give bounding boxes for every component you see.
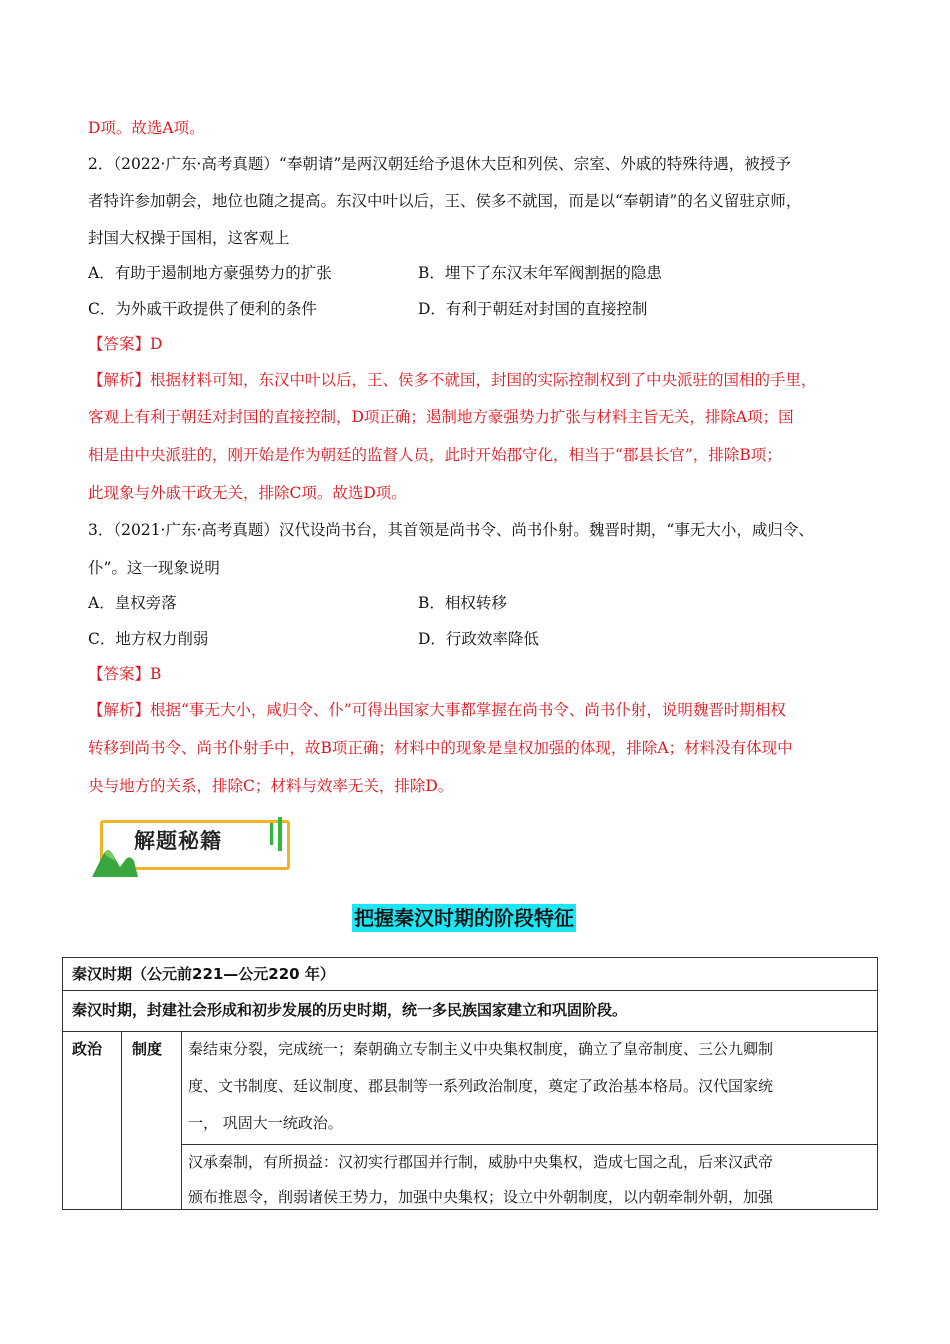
q2-analysis-line3: 相是由中央派驻的，刚开始是作为朝廷的监督人员，此时开始郡守化，相当于“郡县长官”，排除B项； [88, 446, 782, 464]
q2-stem-line2: 者特许参加朝会，地位也随之提高。东汉中叶以后，王、侯多不就国，而是以“奉朝请”的名义留驻京师， [88, 192, 802, 210]
q2-stem-line1: 2．（2022·广东·高考真题）“奉朝请”是两汉朝廷给予退休大臣和列侯、宗室、外戚的特殊待遇，被授予 [88, 155, 791, 173]
table-col-divider [181, 1031, 182, 1210]
qin-han-table [62, 957, 878, 1210]
table-summary-row: 秦汉时期，封建社会形成和初步发展的历史时期，统一多民族国家建立和巩固阶段。 [72, 1001, 628, 1019]
table-divider [181, 1144, 877, 1145]
q2-analysis-line1: 【解析】根据材料可知，东汉中叶以后，王、侯多不就国，封国的实际控制权到了中央派驻的国相的手里， [88, 371, 817, 389]
table-divider [63, 990, 877, 991]
table-col-divider [121, 1031, 122, 1210]
tips-banner-label: 解题秘籍 [134, 829, 222, 853]
q3-analysis-line1: 【解析】根据“事无大小，咸归令、仆”可得出国家大事都掌握在尚书令、尚书仆射，说明魏晋时期相权 [88, 701, 786, 719]
table-header-row: 秦汉时期（公元前221—公元220 年） [72, 965, 335, 983]
q3-option-b: B．相权转移 [418, 594, 507, 612]
banner-accent-bar [278, 817, 282, 851]
q3-analysis-line2: 转移到尚书令、尚书仆射手中，故B项正确；材料中的现象是皇权加强的体现，排除A；材料没有体现中 [88, 739, 793, 757]
table-divider [63, 1031, 877, 1032]
q3-answer: 【答案】B [88, 665, 162, 683]
section-title: 把握秦汉时期的阶段特征 [354, 906, 574, 930]
q2-analysis-line2: 客观上有利于朝廷对封国的直接控制，D项正确；遏制地方豪强势力扩张与材料主旨无关，排除A项；国 [88, 408, 794, 426]
table-subcategory-system: 制度 [132, 1040, 163, 1058]
q2-option-d: D．有利于朝廷对封国的直接控制 [418, 300, 648, 318]
q2-stem-line3: 封国大权操于国相，这客观上 [88, 229, 290, 247]
q3-analysis-line3: 央与地方的关系，排除C；材料与效率无关，排除D。 [88, 777, 454, 795]
table-cell-line: 度、文书制度、廷议制度、郡县制等一系列政治制度，奠定了政治基本格局。汉代国家统 [188, 1077, 774, 1095]
q3-stem-line2: 仆”。这一现象说明 [88, 559, 220, 577]
table-category-politics: 政治 [72, 1040, 103, 1058]
q3-option-a: A．皇权旁落 [88, 594, 177, 612]
table-cell-line: 秦结束分裂，完成统一；秦朝确立专制主义中央集权制度，确立了皇帝制度、三公九卿制 [188, 1040, 774, 1058]
q1-analysis-tail: D项。故选A项。 [88, 119, 205, 137]
table-cell-line: 颁布推恩令，削弱诸侯王势力，加强中央集权；设立中外朝制度，以内朝牵制外朝，加强 [188, 1188, 774, 1206]
q2-answer: 【答案】D [88, 335, 163, 353]
q3-option-d: D．行政效率降低 [418, 630, 539, 648]
q3-option-c: C．地方权力削弱 [88, 630, 209, 648]
table-cell-line: 一， 巩固大一统政治。 [188, 1114, 343, 1132]
q3-stem-line1: 3．（2021·广东·高考真题）汉代设尚书台，其首领是尚书令、尚书仆射。魏晋时期，“事无大小，咸归令、 [88, 521, 814, 539]
q2-option-c: C．为外戚干政提供了便利的条件 [88, 300, 317, 318]
banner-accent-bar-2 [270, 823, 273, 845]
mountain-icon [90, 841, 138, 877]
q2-analysis-line4: 此现象与外戚干政无关，排除C项。故选D项。 [88, 484, 407, 502]
table-cell-line: 汉承秦制，有所损益：汉初实行郡国并行制，威胁中央集权，造成七国之乱，后来汉武帝 [188, 1153, 774, 1171]
tips-banner [90, 813, 296, 877]
q2-option-b: B．埋下了东汉末年军阀割据的隐患 [418, 264, 662, 282]
q2-option-a: A．有助于遏制地方豪强势力的扩张 [88, 264, 332, 282]
